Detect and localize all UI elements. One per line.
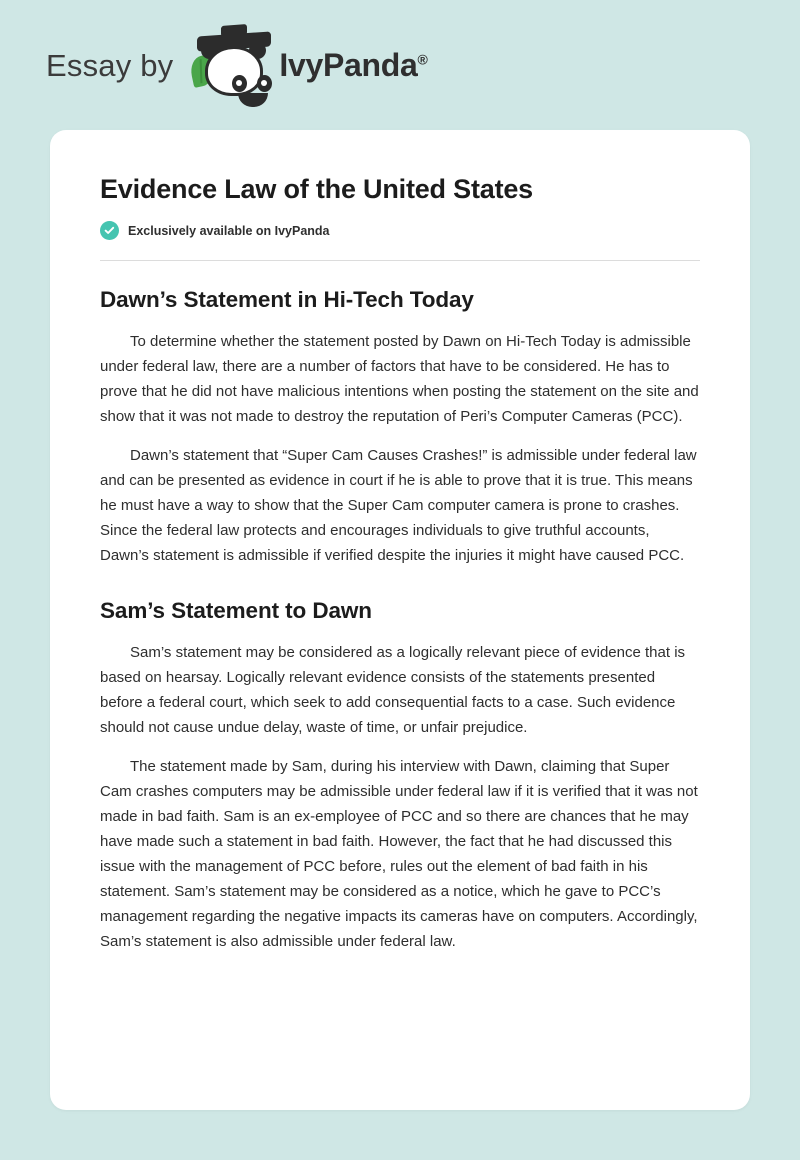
brand-name-text: IvyPanda [279,47,418,83]
section-heading-1: Dawn’s Statement in Hi-Tech Today [100,287,474,312]
panda-graduation-cap-icon [189,34,275,96]
section-1-paragraph-2: Dawn’s statement that “Super Cam Causes Crashes!” is admissible under federal law and can be presented as evidence in court if he is able to prove that it is true. This means he must have a way to show that the Super Cam computer camera is prone to crashes. Since the federal law protects and encourages individuals to give truthful accounts, Dawn’s statement is admissible if verified despite the injuries it might have caused PCC. [100,447,697,564]
document-card [50,130,750,1110]
panda-eye-right [257,75,272,92]
registered-trademark-symbol: ® [417,51,428,68]
section-1-paragraph-1: To determine whether the statement posted by Dawn on Hi-Tech Today is admissible under federal law, there are a number of factors that have to be considered. He has to prove that he did not have malicious intentions when posting the statement on the site and show that it was not made to destroy the reputation of Peri’s Computer Cameras (PCC). [100,333,699,425]
status-badge: Exclusively available on IvyPanda [128,223,330,238]
brand-name-label [279,49,427,81]
exclusive-badge [100,221,700,240]
site-header [0,0,800,92]
panda-head [205,46,263,96]
section-2-paragraph-2: The statement made by Sam, during his interview with Dawn, claiming that Super Cam crashes computers may be admissible under federal law if it is verified that it was not made in bad faith. Sam is an ex-employee of PCC and so there are chances that he may have made such a statement in bad faith. However, the fact that he had discussed this issue with the management of PCC before, rules out the element of bad faith in his statement. Sam’s statement may be considered as a notice, which he gave to PCC’s management regarding the negative impacts its cameras have on computers. Accordingly, Sam’s statement is also admissible under federal law. [100,758,698,950]
divider [100,260,700,261]
section-2-paragraph-1: Sam’s statement may be considered as a logically relevant piece of evidence that is based on hearsay. Logically relevant evidence consists of the statements presented before a federal court, which seek to add consequential facts to a case. Such evidence should not cause undue delay, waste of time, or unfair prejudice. [100,644,686,736]
panda-eye-left [232,75,247,92]
brand-logo[interactable] [189,34,427,96]
panda-muzzle [238,93,268,107]
check-circle-icon [100,221,119,240]
header-prefix-label: Essay by [46,47,174,83]
section-heading-2: Sam’s Statement to Dawn [100,598,372,623]
page-title: Evidence Law of the United States [100,174,533,204]
